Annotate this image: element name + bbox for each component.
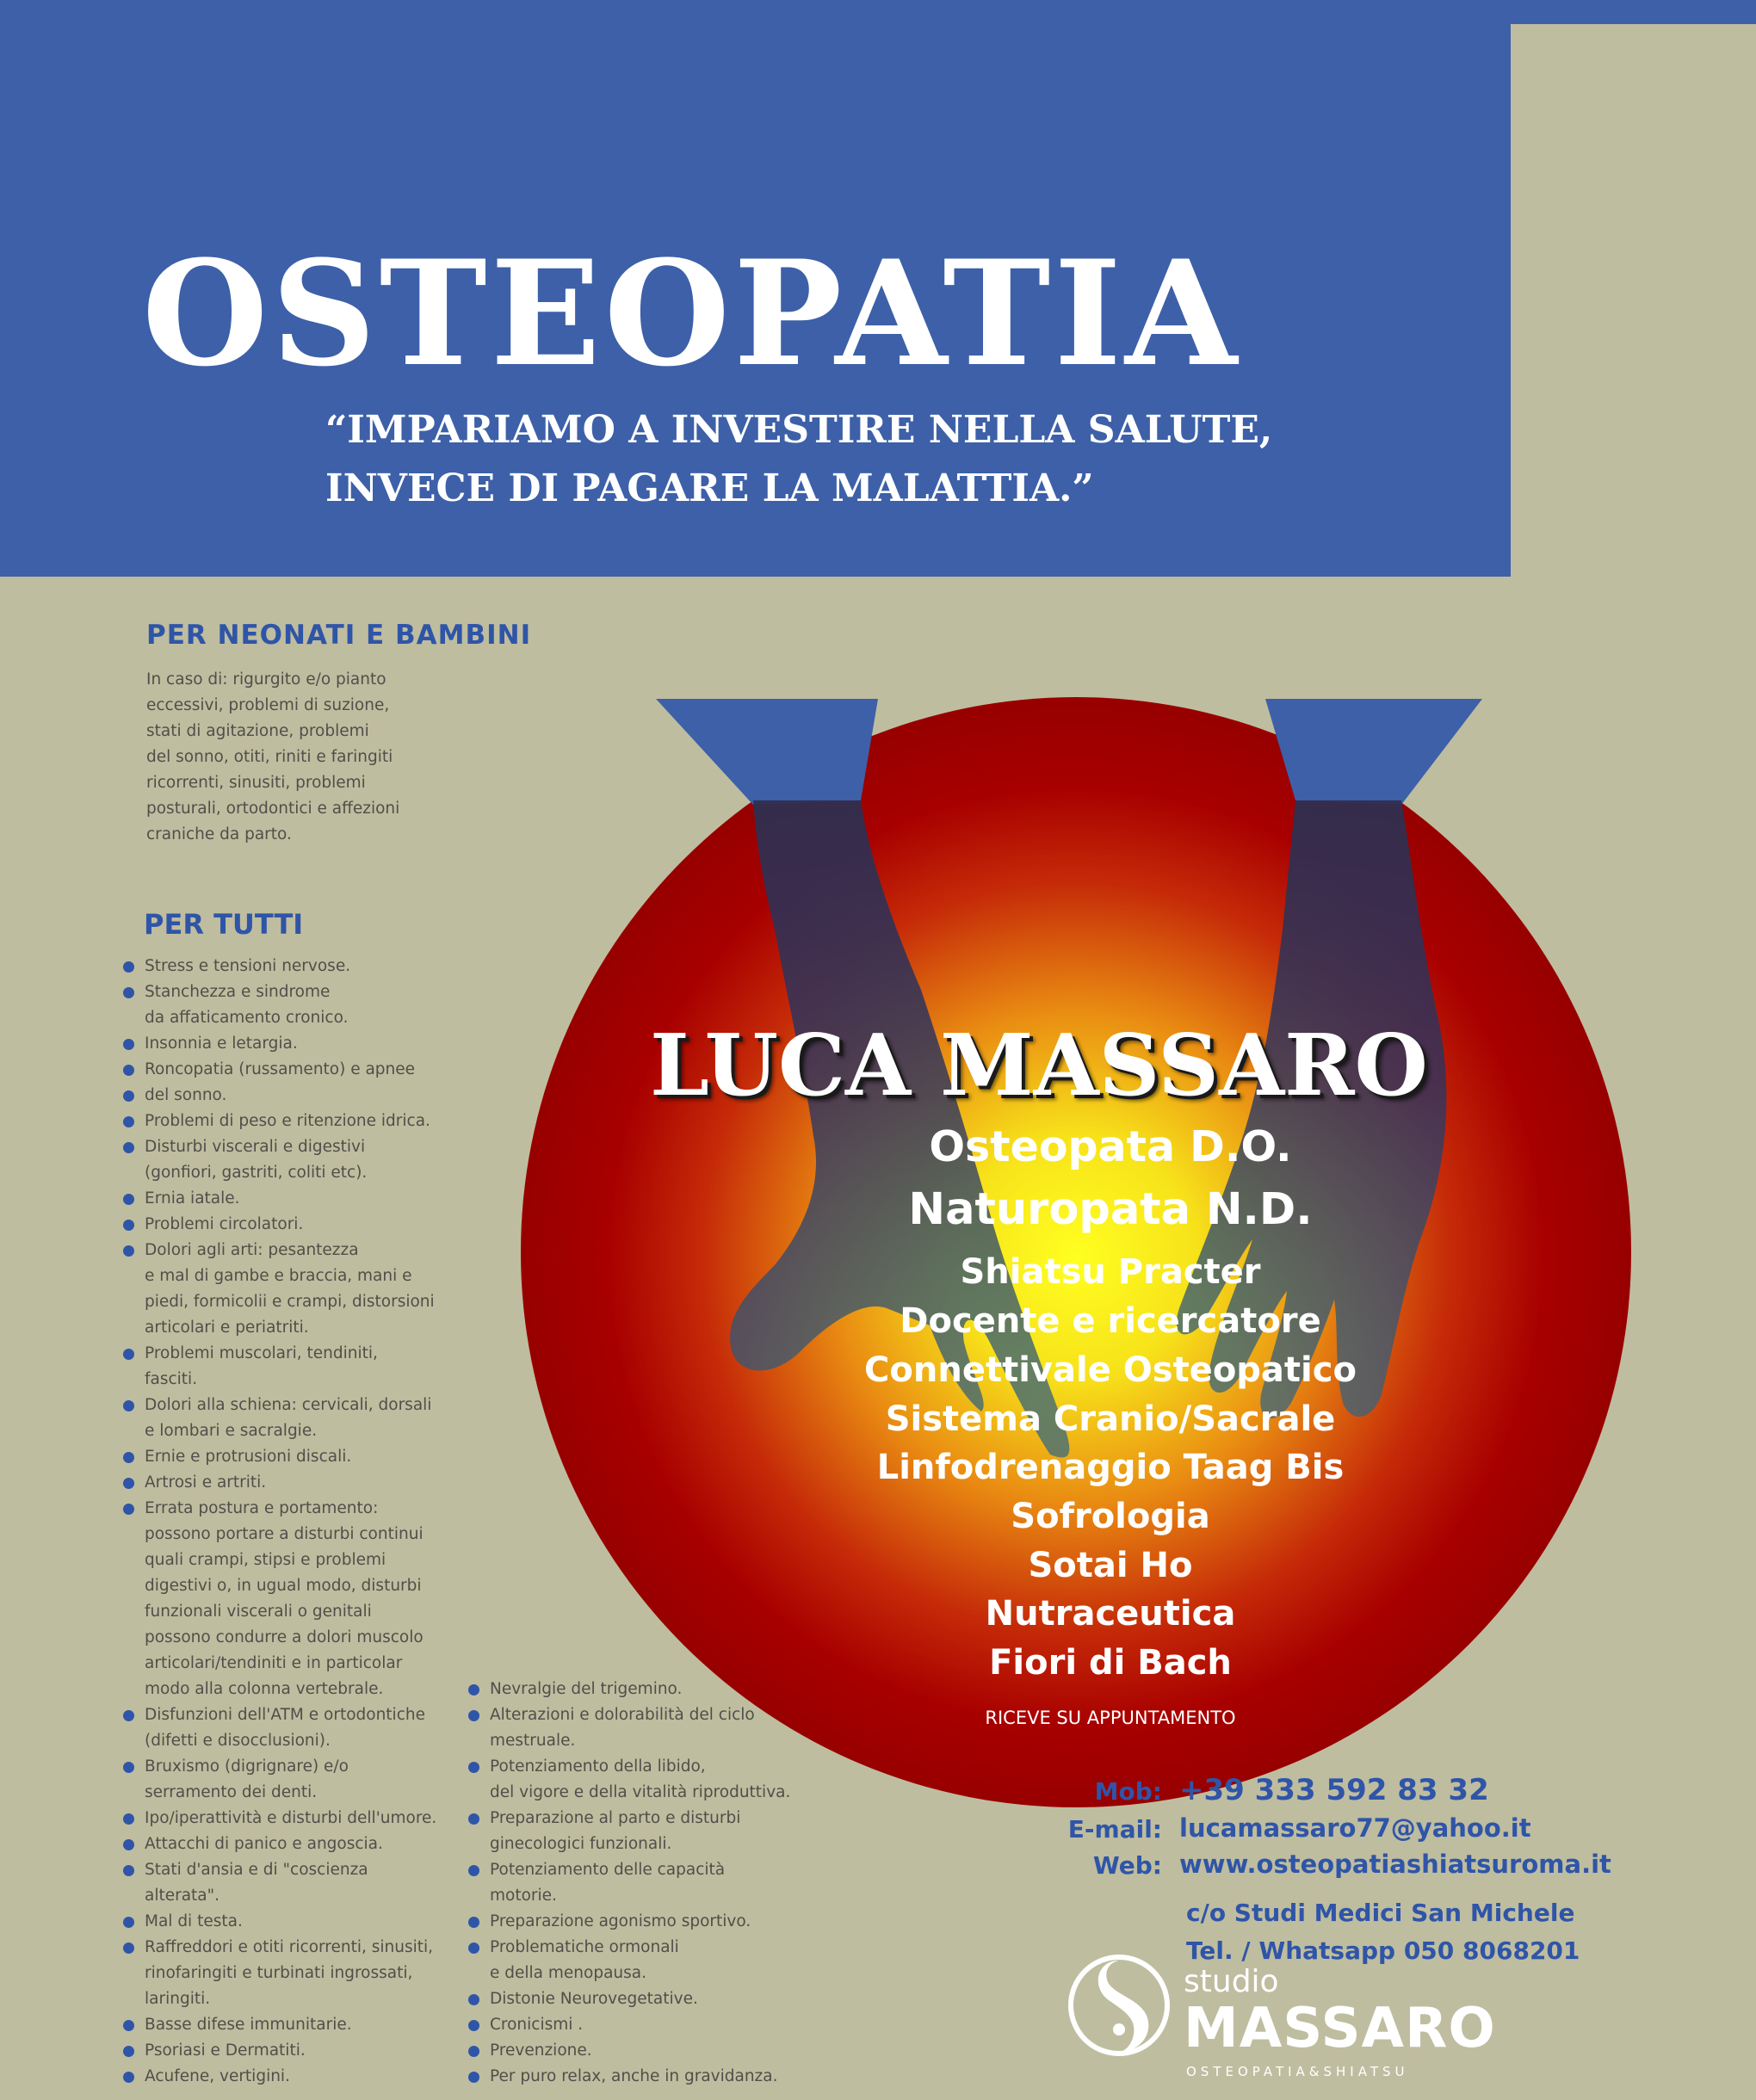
- list-item: Attacchi di panico e angoscia.: [145, 1831, 436, 1857]
- list-item: Alterazioni e dolorabilità del ciclo: [490, 1702, 790, 1728]
- list-item: Ipo/iperattività e disturbi dell'umore.: [145, 1806, 436, 1831]
- list-item: Roncopatia (russamento) e apnee: [145, 1057, 436, 1083]
- list-item: Per puro relax, anche in gravidanza.: [490, 2064, 790, 2090]
- specialty-item: Nutraceutica: [985, 1594, 1236, 1634]
- logo-massaro-text: MASSARO: [1184, 1997, 1496, 2060]
- list-item: Mal di testa.: [145, 1909, 436, 1935]
- specialty-item: Sotai Ho: [1028, 1546, 1193, 1585]
- list-item: Preparazione agonismo sportivo.: [490, 1909, 790, 1935]
- list-item: laringiti.: [145, 1990, 211, 2008]
- mobile-number[interactable]: +39 333 592 83 32: [1179, 1773, 1489, 1807]
- logo-studio-text: studio: [1184, 1964, 1279, 1999]
- list-item: Dolori agli arti: pesantezza: [145, 1238, 436, 1263]
- list-item: ginecologici funzionali.: [490, 1835, 672, 1853]
- list-item: Prevenzione.: [490, 2038, 790, 2064]
- list-item: possono portare a disturbi continui: [145, 1525, 424, 1543]
- list-item: serramento dei denti.: [145, 1783, 318, 1801]
- studio-logo-icon: [1066, 1952, 1172, 2059]
- list-item: Distonie Neurovegetative.: [490, 1986, 790, 2012]
- list-item: Stress e tensioni nervose.: [145, 954, 436, 979]
- section-title-neonati: PER NEONATI E BAMBINI: [146, 620, 532, 651]
- mobile-label: Mob:: [1094, 1777, 1162, 1806]
- list-item: Nevralgie del trigemino.: [490, 1677, 790, 1702]
- list-item: Problemi di peso e ritenzione idrica.: [145, 1109, 436, 1134]
- list-item: Stanchezza e sindrome: [145, 979, 436, 1005]
- list-item: Preparazione al parto e disturbi: [490, 1806, 790, 1831]
- quote-line-1: “IMPARIAMO A INVESTIRE NELLA SALUTE,: [325, 408, 1273, 452]
- list-item: Bruxismo (digrignare) e/o: [145, 1754, 436, 1780]
- list-item: articolari/tendiniti e in particolar: [145, 1654, 403, 1672]
- role-osteopata: Osteopata D.O.: [929, 1122, 1292, 1171]
- list-item: Insonnia e letargia.: [145, 1031, 436, 1057]
- specialty-item: Sistema Cranio/Sacrale: [885, 1399, 1336, 1439]
- list-item: fasciti.: [145, 1370, 198, 1388]
- specialty-item: Fiori di Bach: [989, 1643, 1232, 1683]
- list-item: alterata".: [145, 1887, 220, 1905]
- email-label: E-mail:: [1067, 1815, 1162, 1844]
- list-item: Dolori alla schiena: cervicali, dorsali: [145, 1393, 436, 1418]
- list-item: Disfunzioni dell'ATM e ortodontiche: [145, 1702, 436, 1728]
- specialty-item: Docente e ricercatore: [900, 1301, 1321, 1341]
- list-item: motorie.: [490, 1887, 557, 1905]
- list-item: del vigore e della vitalità riproduttiva.: [490, 1783, 791, 1801]
- left-sleeve: [656, 699, 878, 805]
- appointment-note: RICEVE SU APPUNTAMENTO: [985, 1708, 1236, 1728]
- practitioner-name: LUCA MASSARO: [650, 1016, 1428, 1115]
- neonati-line: In caso di: rigurgito e/o pianto: [146, 670, 386, 689]
- specialty-item: Connettivale Osteopatico: [864, 1350, 1357, 1390]
- list-item: Disturbi viscerali e digestivi: [145, 1134, 436, 1160]
- list-item: e della menopausa.: [490, 1964, 646, 1982]
- list-item: Problemi circolatori.: [145, 1212, 436, 1238]
- logo-subtitle: OSTEOPATIA&SHIATSU: [1186, 2064, 1409, 2079]
- specialty-item: Sofrologia: [1011, 1497, 1210, 1536]
- phone-line[interactable]: Tel. / Whatsapp 050 8068201: [1186, 1936, 1580, 1965]
- list-item: e lombari e sacralgie.: [145, 1422, 318, 1440]
- list-item: (difetti e disocclusioni).: [145, 1732, 331, 1750]
- neonati-line: craniche da parto.: [146, 825, 292, 843]
- list-item: del sonno.: [145, 1083, 436, 1109]
- right-sleeve: [1265, 699, 1482, 805]
- list-item: quali crampi, stipsi e problemi: [145, 1551, 386, 1569]
- neonati-line: posturali, ortodontici e affezioni: [146, 800, 400, 818]
- list-item: Problematiche ormonali: [490, 1935, 790, 1961]
- list-item: Ernie e protrusioni discali.: [145, 1444, 436, 1470]
- section-title-tutti: PER TUTTI: [144, 908, 304, 941]
- list-item: Errata postura e portamento:: [145, 1496, 436, 1522]
- neonati-line: eccessivi, problemi di suzione,: [146, 696, 390, 714]
- neonati-line: stati di agitazione, problemi: [146, 722, 369, 740]
- list-item: Potenziamento della libido,: [490, 1754, 790, 1780]
- list-item: articolari e periatriti.: [145, 1319, 309, 1337]
- list-item: Problemi muscolari, tendiniti,: [145, 1341, 436, 1367]
- list-item: (gonfiori, gastriti, coliti etc).: [145, 1164, 368, 1182]
- page-title: OSTEOPATIA: [142, 228, 1241, 398]
- list-item: Psoriasi e Dermatiti.: [145, 2038, 436, 2064]
- list-item: da affaticamento cronico.: [145, 1009, 349, 1027]
- neonati-line: ricorrenti, sinusiti, problemi: [146, 774, 366, 792]
- list-item: Acufene, vertigini.: [145, 2064, 436, 2090]
- email-link[interactable]: lucamassaro77@yahoo.it: [1179, 1813, 1531, 1843]
- list-item: piedi, formicolii e crampi, distorsioni: [145, 1293, 435, 1311]
- list-item: e mal di gambe e braccia, mani e: [145, 1267, 412, 1285]
- list-item: Basse difese immunitarie.: [145, 2012, 436, 2038]
- list-item: mestruale.: [490, 1732, 576, 1750]
- neonati-line: del sonno, otiti, riniti e faringiti: [146, 748, 393, 766]
- list-item: possono condurre a dolori muscolo: [145, 1628, 424, 1646]
- role-naturopata: Naturopata N.D.: [908, 1184, 1313, 1235]
- list-item: Raffreddori e otiti ricorrenti, sinusiti,: [145, 1935, 436, 1961]
- list-item: Cronicismi .: [490, 2012, 790, 2038]
- list-item: modo alla colonna vertebrale.: [145, 1680, 384, 1698]
- specialty-item: Shiatsu Practer: [960, 1252, 1261, 1292]
- list-item: rinofaringiti e turbinati ingrossati,: [145, 1964, 413, 1982]
- web-link[interactable]: www.osteopatiashiatsuroma.it: [1179, 1850, 1611, 1879]
- quote-line-2: INVECE DI PAGARE LA MALATTIA.”: [325, 466, 1094, 510]
- list-item: Artrosi e artriti.: [145, 1470, 436, 1496]
- specialty-item: Linfodrenaggio Taag Bis: [876, 1448, 1345, 1487]
- list-item: Potenziamento delle capacità: [490, 1857, 790, 1883]
- list-item: digestivi o, in ugual modo, disturbi: [145, 1577, 422, 1595]
- list-item: Ernia iatale.: [145, 1186, 436, 1212]
- web-label: Web:: [1092, 1851, 1162, 1880]
- list-item: funzionali viscerali o genitali: [145, 1603, 372, 1621]
- address-line: c/o Studi Medici San Michele: [1186, 1899, 1575, 1927]
- list-item: Stati d'ansia e di "coscienza: [145, 1857, 436, 1883]
